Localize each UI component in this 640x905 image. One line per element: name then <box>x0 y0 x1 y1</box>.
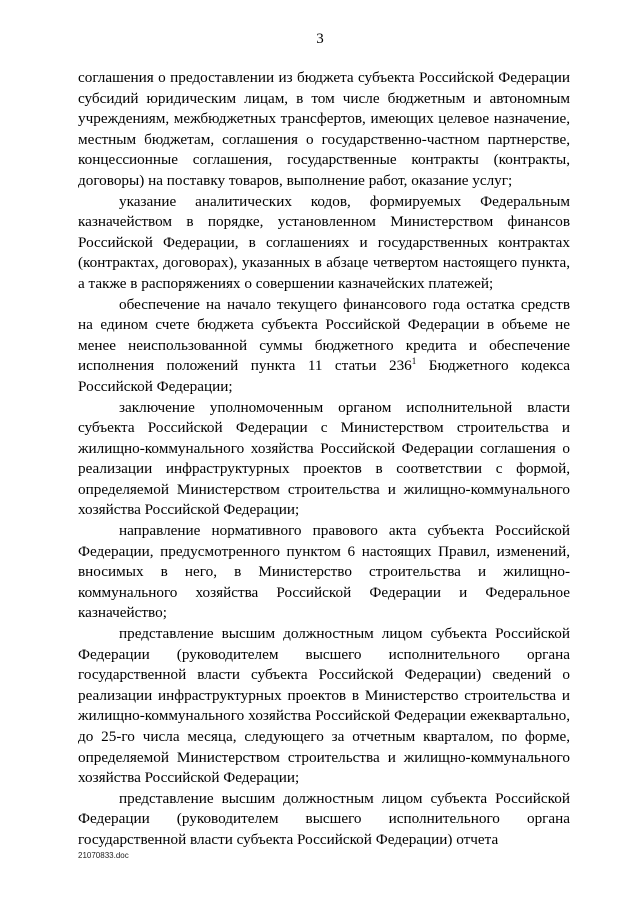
document-body <box>78 68 570 851</box>
paragraph-quarterly-report: представление высшим должностным лицом субъекта Российской Федерации (руководителем высшего исполнительного органа государственной власти субъекта Российской Федерации) сведений о реализации инфраструктурных проектов в Министерство строительства и жилищно-коммунального хозяйства Российской Федерации ежеквартально, до 25-го числа месяца, следующего за отчетным кварталом, по форме, определяемой Министерством строительства и жилищно-коммунального хозяйства Российской Федерации; <box>78 625 570 787</box>
paragraph-balance-text: обеспечение на начало текущего финансового года остатка средств на едином счете бюджета субъекта Российской Федерации в объеме не менее неиспользованной суммы бюджетного кредита и обеспечение исполнения положений пункта 11 статьи 236 <box>78 295 570 375</box>
paragraph-report-submission: представление высшим должностным лицом субъекта Российской Федерации (руководителем высшего исполнительного органа государственной власти субъекта Российской Федерации) отчета <box>78 789 570 848</box>
paragraph-agreements-continuation: соглашения о предоставлении из бюджета субъекта Российской Федерации субсидий юридическим лицам, в том числе бюджетным и автономным учреждениям, межбюджетных трансфертов, имеющих целевое назначение, местным бюджетам, соглашения о государственно-частном партнерстве, концессионные соглашения, государственные контракты (контракты, договоры) на поставку товаров, выполнение работ, оказание услуг; <box>78 69 570 189</box>
paragraph-normative-act: направление нормативного правового акта субъекта Российской Федерации, предусмотренного пунктом 6 настоящих Правил, изменений, вносимых в него, в Министерство строительства и жилищно-коммунального хозяйства Российской Федерации и Федеральное казначейство; <box>78 522 570 622</box>
paragraph-balance-text-end: Бюджетного кодекса Российской Федерации; <box>78 357 570 395</box>
article-superscript: 1 <box>411 356 417 367</box>
paragraph-balance-provision <box>78 295 570 398</box>
paragraph-agreement-conclusion: заключение уполномоченным органом исполнительной власти субъекта Российской Федерации с Министерством строительства и жилищно-коммунального хозяйства Российской Федерации соглашения о реализации инфраструктурных проектов в соответствии с формой, определяемой Министерством строительства и жилищно-коммунального хозяйства Российской Федерации; <box>78 398 570 519</box>
page-number: 3 <box>316 31 324 47</box>
paragraph-analytical-codes: указание аналитических кодов, формируемых Федеральным казначейством в порядке, установленном Министерством финансов Российской Федерации, в соглашениях и государственных контрактах (контрактах, договорах), указанных в абзаце четвертом настоящего пункта, а также в распоряжениях о совершении казначейских платежей; <box>78 192 570 292</box>
footer-filename: 21070833.doc <box>78 851 129 860</box>
